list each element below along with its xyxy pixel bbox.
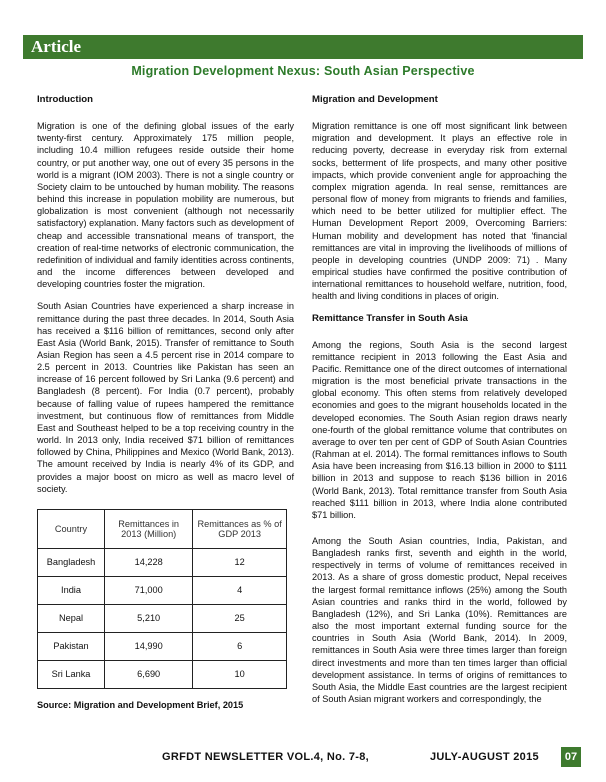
footer	[162, 748, 562, 766]
table-cell-gdp-share: 10	[193, 660, 287, 688]
article-label: Article	[31, 37, 82, 56]
table-header-country: Country	[38, 509, 105, 548]
table-source: Source: Migration and Development Brief, 2015	[37, 699, 244, 710]
left-column	[37, 94, 294, 711]
table-cell-remittances: 71,000	[105, 576, 193, 604]
table-cell-country: India	[38, 576, 105, 604]
table-cell-country: Sri Lanka	[38, 660, 105, 688]
migration-development-paragraph: Migration remittance is one off most significant link between migration and development. It plays an effective role in reducing poverty, decrease in everyday risk from external socks, betterment of life prospects, and many other positive impacts, which provide convenient angle for approaching the complex migration agenda. In real sense, remittances are personal flow of money from migrants to friends and families, which need to be better utilized for multiplier effect. The Human Development Report 2009, Overcoming Barriers: Human mobility and development has noted that 'financial remittances are vital in improving the livelihoods of millions of people in developing countries (UNDP 2009: 71) . Many empirical studies have confirmed the positive contribution of international remittances to household welfare, nutrition, food, health and living conditions in places of origin.	[312, 121, 567, 302]
remittance-paragraph: South Asian Countries have experienced a sharp increase in remittance during the past three decades. In 2014, South Asia has received a $116 billion of remittances, second only after East Asia (World Bank, 2015). Transfer of remittance to South Asian Region has seen a 4.5 percent rise in 2014 compare to 2.5 percent in 2013. Countries like Pakistan has seen an increase of 16 percent followed by Sri Lanka (9.6 percent) and Bangladesh (8 percent). For India (0.7 percent), probably because of falling value of rupees hampered the remittance investment, but continuous flow of remittances from Middle East and Southeast helped to be a top receiving country in the world. In 2013 only, India received $71 billion of remittances followed by China, Philippines and Mexico (World Bank, 2013). The amount received by India is nearly 4% of its GDP, and provides a major boost on micro as well as macro level of society.	[37, 301, 294, 494]
introduction-heading: Introduction	[37, 94, 93, 105]
table-cell-gdp-share: 4	[193, 576, 287, 604]
right-column	[312, 94, 567, 705]
table-header-remittances: Remittances in 2013 (Million)	[105, 509, 193, 548]
table-cell-remittances: 5,210	[105, 604, 193, 632]
table-cell-country: Pakistan	[38, 632, 105, 660]
table-row	[38, 632, 287, 660]
south-asian-countries-paragraph: Among the South Asian countries, India, Pakistan, and Bangladesh ranks first, seventh and eighth in the world, respectively in terms of volume of remittances received in 2013. As a share of gross domestic product, Nepal receives the largest formal remittance inflows (25%) among the South Asian countries and ranks third in the world, followed by Bangladesh (12%), and Sri Lanka (10%). Remittances are also the most important external funding source for the countries in South Asia (World Bank, 2014). In 2009, remittances in South Asia were three times larger than foreign direct investments and more than ten times larger than official development assistance. In terms of origins of remittances to South Asia, the Middle East countries are the largest recipient of South Asian migrant workers and correspondingly, the	[312, 536, 567, 705]
table-cell-country: Nepal	[38, 604, 105, 632]
remittance-transfer-paragraph: Among the regions, South Asia is the second largest remittance recipient in 2013 following the East Asia and Pacific. Remittance one of the direct outcomes of international migration is the most beneficial private transactions in the global economy. This often stems from relatively developed economies and goes to the migrant households located in the developed economies. The South Asian region draws nearly one-fourth of the global remittance volume that contributes on average to over ten per cent of GDP of South Asian Countries (Rahman at el. 2014). The formal remittances inflows to South Asia have been increasing from $16.13 billion in 2000 to $111 billion in 2013 and suppose to reach $136 billion in 2016 (World Bank, 2013). Total remittance transfer from South Asia reached $111 billion in 2013, where India alone contributed $71 billion.	[312, 339, 567, 520]
table-cell-remittances: 14,228	[105, 548, 193, 576]
table-row	[38, 576, 287, 604]
table-cell-country: Bangladesh	[38, 548, 105, 576]
newsletter-volume: GRFDT NEWSLETTER VOL.4, No. 7-8,	[162, 751, 369, 763]
table-row	[38, 604, 287, 632]
page-number: 07	[561, 747, 581, 767]
table-row	[38, 548, 287, 576]
article-title: Migration Development Nexus: South Asian Perspective	[131, 64, 475, 78]
table-header-gdp-share: Remittances as % of GDP 2013	[193, 509, 287, 548]
article-header-bar	[23, 35, 583, 59]
table-cell-gdp-share: 6	[193, 632, 287, 660]
remittance-table	[37, 509, 287, 689]
table-row	[38, 660, 287, 688]
introduction-paragraph: Migration is one of the defining global issues of the early twenty-first century. Approximately 175 million people, including 10.4 million refugees reside outside their home country, or put another way, one out of every 35 persons in the world is a migrant (IOM 2003). There is not a single country or Society claim to be untouched by human mobility. The reasons behind this increase in population mobility are numerous, but globalization is most convenient (although not necessarily satisfactory) explanation. Many factors such as development of cheap and accessible transnational means of transport, the creation of real-time networks of electronic communication, the redefinition of individual and family identities across continents, and the income differences between developed and developing countries foster the migration.	[37, 121, 294, 290]
migration-development-heading: Migration and Development	[312, 94, 438, 105]
table-cell-gdp-share: 25	[193, 604, 287, 632]
issue-date: JULY-AUGUST 2015	[430, 751, 539, 763]
table-header-row	[38, 509, 287, 548]
table-cell-remittances: 14,990	[105, 632, 193, 660]
table-cell-remittances: 6,690	[105, 660, 193, 688]
table-cell-gdp-share: 12	[193, 548, 287, 576]
remittance-transfer-heading: Remittance Transfer in South Asia	[312, 312, 468, 324]
